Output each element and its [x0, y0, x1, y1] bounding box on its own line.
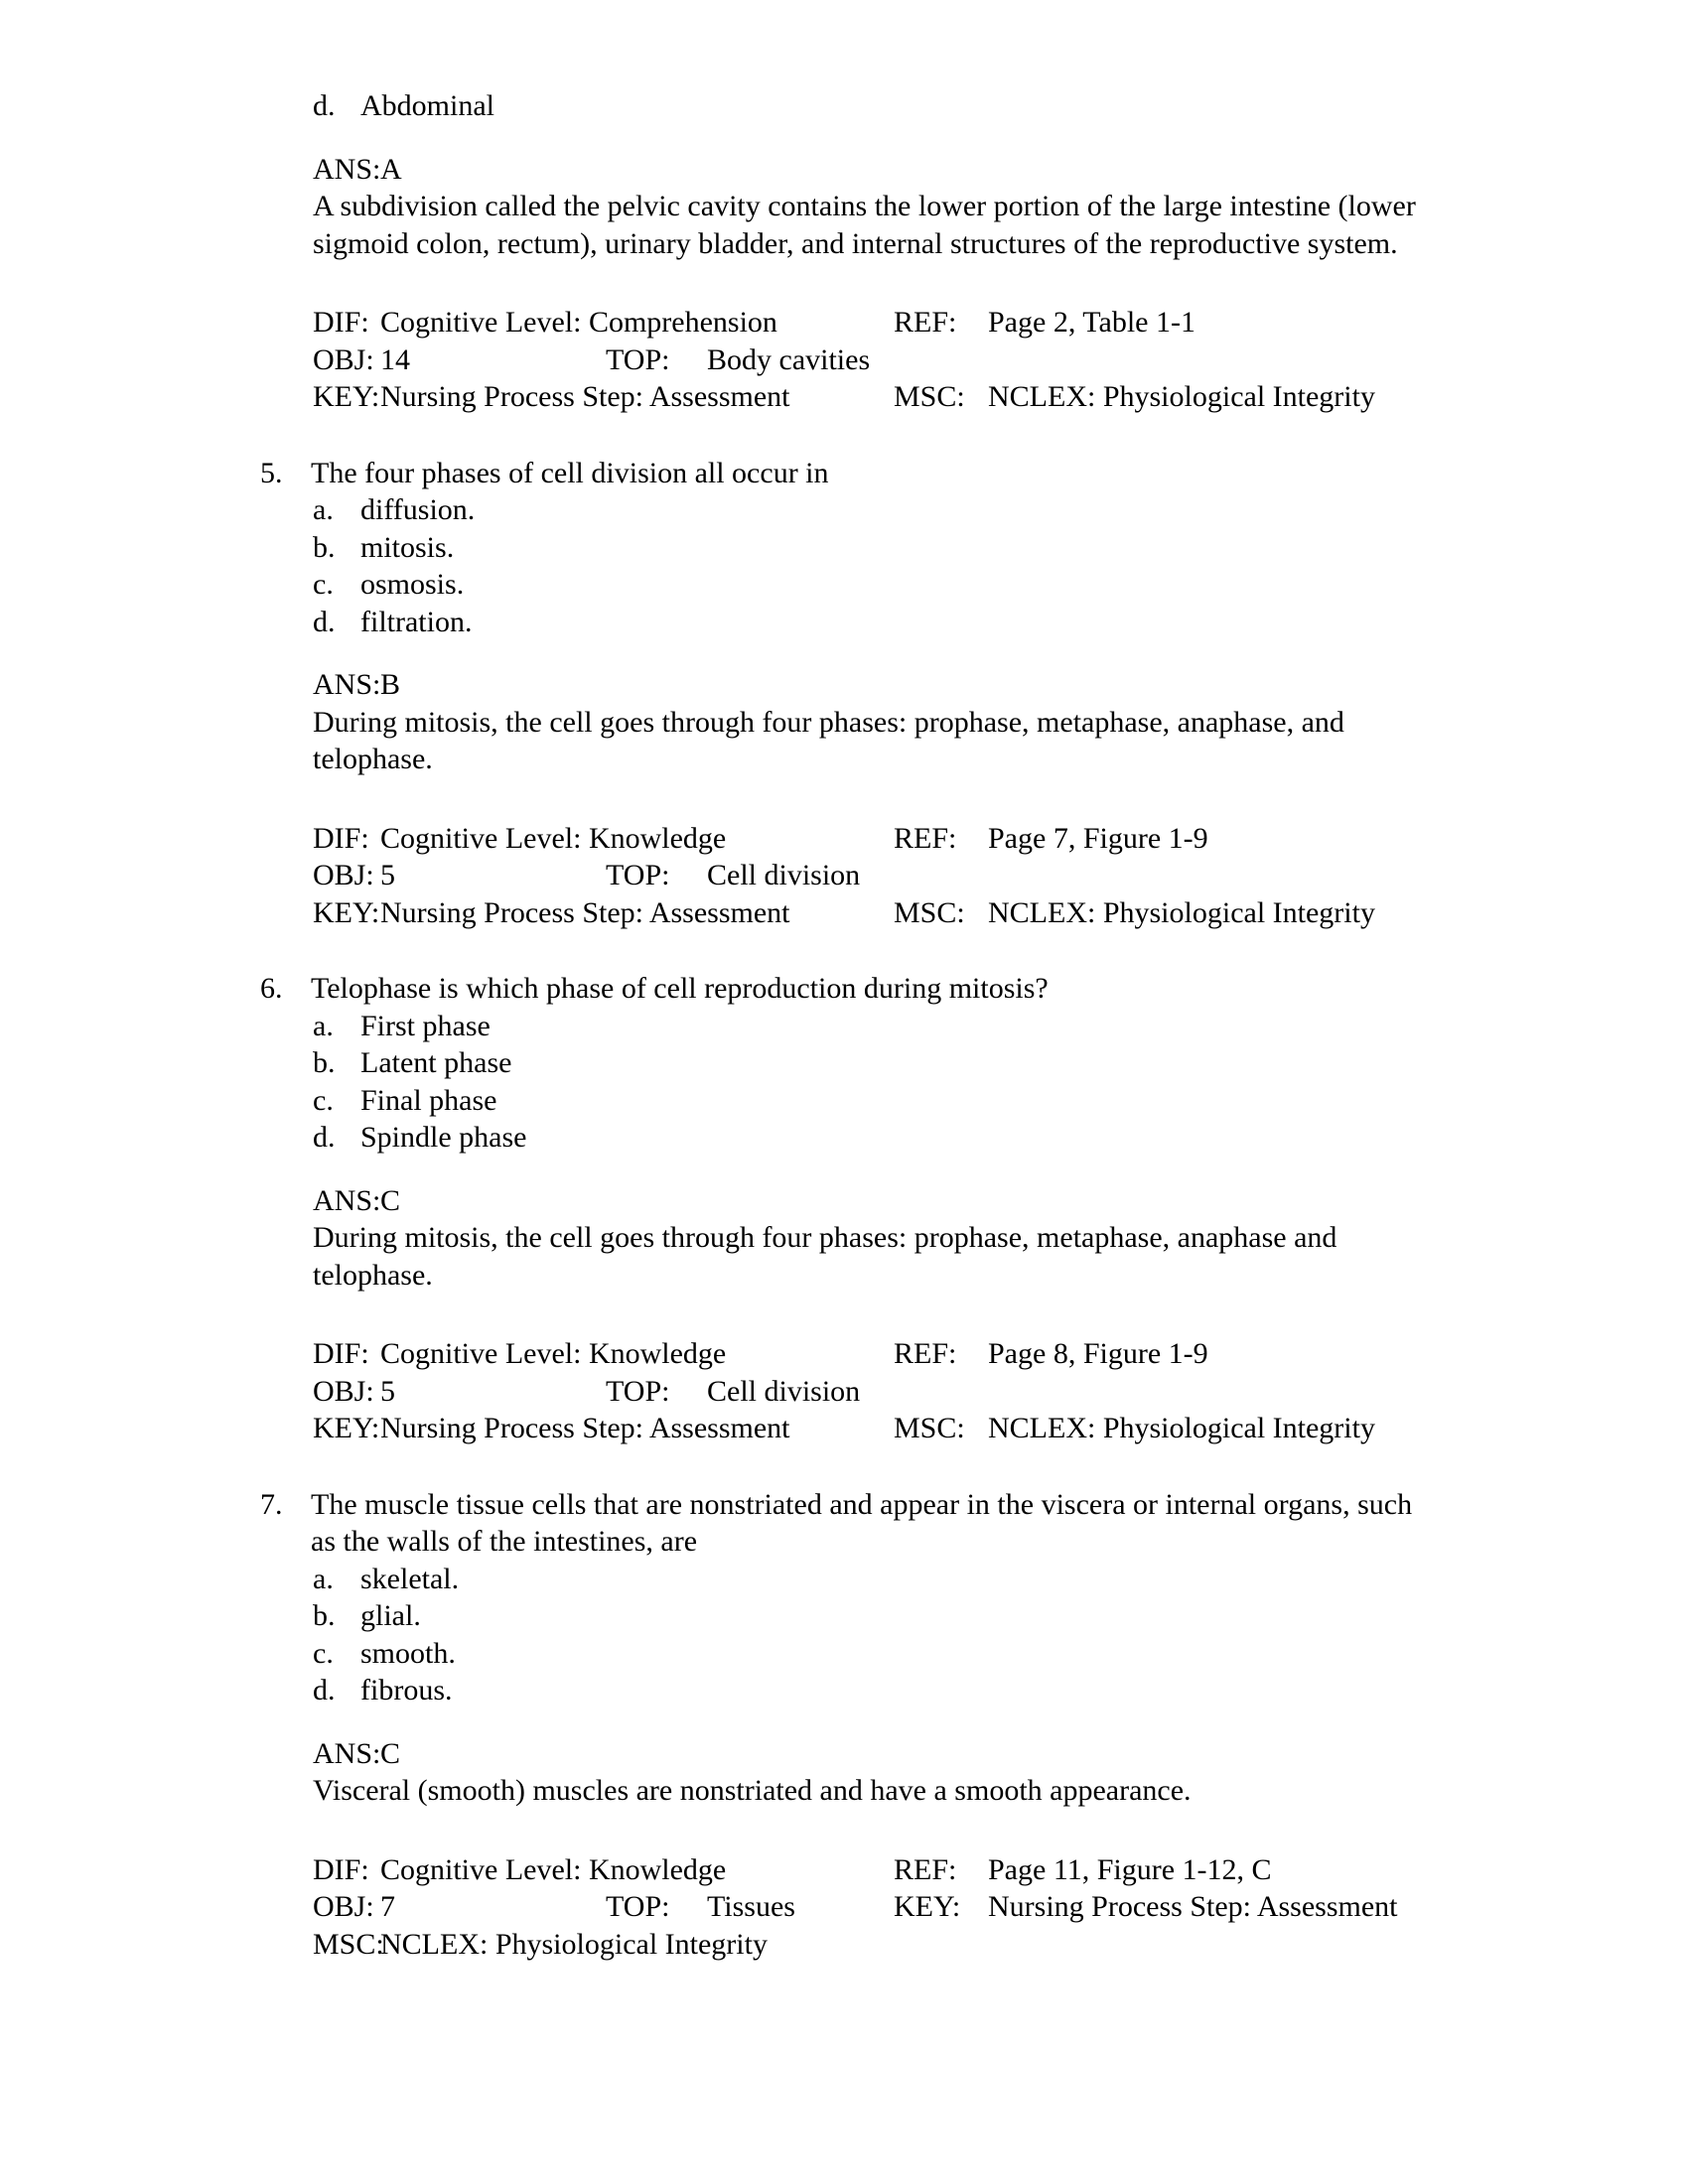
dif-label: DIF:: [313, 821, 369, 855]
rationale-line: A subdivision called the pelvic cavity contains the lower portion of the large intestine (lower: [313, 190, 1416, 222]
stem-line: Telophase is which phase of cell reproduction during mitosis?: [311, 972, 1049, 1005]
option-letter: a.: [313, 1009, 334, 1042]
key-label: KEY:: [313, 1412, 380, 1444]
dif-value: Cognitive Level: Knowledge: [380, 1852, 727, 1886]
metadata-block: [313, 1851, 1628, 1964]
dif-value: Cognitive Level: Comprehension: [380, 306, 777, 339]
answer-option: [313, 566, 1628, 604]
answer-line: [313, 666, 1628, 704]
key-label: KEY:: [894, 1890, 961, 1923]
dif-label: DIF:: [313, 1852, 369, 1886]
metadata-block: [313, 1335, 1628, 1447]
metadata-line: [313, 894, 1628, 932]
option-text: glial.: [360, 1599, 421, 1632]
answer-option: [313, 604, 1628, 641]
option-text: Abdominal: [360, 89, 494, 122]
rationale-line: telophase.: [313, 1258, 433, 1292]
stem-line: as the walls of the intestines, are: [311, 1525, 698, 1558]
option-letter: d.: [313, 605, 336, 638]
ref-value: Page 8, Figure 1-9: [988, 1337, 1208, 1370]
rationale: [313, 1772, 1628, 1810]
msc-value: NCLEX: Physiological Integrity: [988, 895, 1375, 929]
answer-option: [313, 491, 1628, 529]
option-letter: c.: [313, 568, 334, 601]
rationale-line: Visceral (smooth) muscles are nonstriated and have a smooth appearance.: [313, 1774, 1192, 1807]
question-number: 6.: [260, 972, 283, 1005]
metadata-line: [313, 857, 1628, 894]
question-stem: [311, 1486, 1628, 1561]
answer-option: [313, 1597, 1628, 1635]
stem-line: The muscle tissue cells that are nonstriated and appear in the viscera or internal organs, such: [311, 1487, 1413, 1521]
key-label: KEY:: [313, 380, 380, 413]
answer-label: ANS:: [313, 1183, 381, 1217]
msc-value: NCLEX: Physiological Integrity: [380, 1927, 768, 1961]
answer-option: [313, 1008, 1628, 1045]
rationale-line: During mitosis, the cell goes through four phases: prophase, metaphase, anaphase, and: [313, 705, 1344, 739]
key-value: Nursing Process Step: Assessment: [380, 380, 790, 413]
option-letter: b.: [313, 1046, 336, 1079]
answer-value: C: [380, 1736, 401, 1770]
dif-value: Cognitive Level: Knowledge: [380, 1337, 727, 1370]
ref-value: Page 2, Table 1-1: [988, 306, 1196, 339]
metadata-line: [313, 1373, 1628, 1411]
top-value: Cell division: [707, 859, 861, 891]
answer-option: [313, 1082, 1628, 1120]
metadata-line: [313, 1410, 1628, 1447]
metadata-block: [313, 304, 1628, 416]
msc-label: MSC:: [313, 1927, 384, 1961]
stem-line: The four phases of cell division all occur in: [311, 456, 829, 489]
obj-label: OBJ:: [313, 1890, 374, 1923]
obj-value: 7: [380, 1890, 395, 1923]
msc-value: NCLEX: Physiological Integrity: [988, 1412, 1375, 1444]
ref-label: REF:: [894, 1852, 957, 1886]
question-number: 5.: [260, 456, 283, 489]
top-label: TOP:: [606, 342, 670, 376]
top-value: Tissues: [707, 1890, 795, 1923]
answer-option: [313, 1635, 1628, 1673]
metadata-line: [313, 1926, 1628, 1964]
answer-label: ANS:: [313, 668, 381, 701]
ref-label: REF:: [894, 821, 957, 855]
key-value: Nursing Process Step: Assessment: [380, 1412, 790, 1444]
answer-label: ANS:: [313, 152, 381, 186]
option-text: Latent phase: [360, 1046, 512, 1079]
answer-option: [313, 1672, 1628, 1709]
answer-option: [313, 1119, 1628, 1157]
question-item: [260, 455, 1628, 932]
metadata-line: [313, 1888, 1628, 1926]
answer-label: ANS:: [313, 1736, 381, 1770]
dif-label: DIF:: [313, 306, 369, 339]
option-text: fibrous.: [360, 1674, 453, 1706]
obj-value: 14: [380, 342, 410, 376]
question-row: [260, 970, 1628, 1008]
option-letter: d.: [313, 1674, 336, 1706]
rationale-line: During mitosis, the cell goes through four phases: prophase, metaphase, anaphase and: [313, 1221, 1337, 1254]
question-item: [260, 87, 1628, 416]
key-label: KEY:: [313, 895, 380, 929]
answer-value: B: [380, 668, 401, 701]
rationale-line: sigmoid colon, rectum), urinary bladder, and internal structures of the reproductive system.: [313, 226, 1398, 260]
ref-value: Page 11, Figure 1-12, C: [988, 1852, 1272, 1886]
question-stem: [311, 970, 1628, 1008]
top-value: Body cavities: [707, 342, 871, 376]
answer-line: [313, 1735, 1628, 1773]
rationale: [313, 1219, 1628, 1294]
rationale: [313, 188, 1628, 262]
obj-label: OBJ:: [313, 342, 374, 376]
option-text: smooth.: [360, 1636, 456, 1670]
ref-value: Page 7, Figure 1-9: [988, 821, 1208, 855]
question-row: [260, 1486, 1628, 1561]
answer-value: A: [380, 152, 402, 186]
option-text: Spindle phase: [360, 1121, 527, 1154]
metadata-line: [313, 1335, 1628, 1373]
metadata-line: [313, 820, 1628, 858]
answer-line: [313, 151, 1628, 189]
metadata-line: [313, 378, 1628, 416]
option-letter: a.: [313, 493, 334, 526]
metadata-block: [313, 820, 1628, 932]
ref-label: REF:: [894, 1337, 957, 1370]
top-label: TOP:: [606, 1374, 670, 1408]
rationale: [313, 704, 1628, 778]
metadata-line: [313, 304, 1628, 341]
dif-value: Cognitive Level: Knowledge: [380, 821, 727, 855]
ref-label: REF:: [894, 306, 957, 339]
metadata-line: [313, 1851, 1628, 1889]
key-value: Nursing Process Step: Assessment: [988, 1890, 1398, 1923]
option-text: osmosis.: [360, 568, 465, 601]
answer-option: [313, 1561, 1628, 1598]
msc-label: MSC:: [894, 380, 965, 413]
rationale-line: telophase.: [313, 743, 433, 775]
question-row: [260, 455, 1628, 492]
question-item: [260, 970, 1628, 1447]
option-letter: d.: [313, 89, 336, 122]
msc-label: MSC:: [894, 895, 965, 929]
top-label: TOP:: [606, 859, 670, 891]
metadata-line: [313, 341, 1628, 379]
option-letter: b.: [313, 1599, 336, 1632]
msc-label: MSC:: [894, 1412, 965, 1444]
option-letter: d.: [313, 1121, 336, 1154]
option-text: diffusion.: [360, 493, 476, 526]
msc-value: NCLEX: Physiological Integrity: [988, 380, 1375, 413]
option-text: First phase: [360, 1009, 491, 1042]
question-number: 7.: [260, 1487, 283, 1521]
option-text: skeletal.: [360, 1562, 460, 1595]
option-letter: c.: [313, 1636, 334, 1670]
option-text: filtration.: [360, 605, 473, 638]
question-item: [260, 1486, 1628, 1964]
answer-value: C: [380, 1183, 401, 1217]
answer-option: [313, 87, 1628, 125]
answer-option: [313, 529, 1628, 567]
option-text: Final phase: [360, 1083, 497, 1117]
top-value: Cell division: [707, 1374, 861, 1408]
dif-label: DIF:: [313, 1337, 369, 1370]
option-letter: b.: [313, 530, 336, 564]
top-label: TOP:: [606, 1890, 670, 1923]
option-letter: a.: [313, 1562, 334, 1595]
answer-line: [313, 1182, 1628, 1220]
answer-option: [313, 1044, 1628, 1082]
question-stem: [311, 455, 1628, 492]
option-letter: c.: [313, 1083, 334, 1117]
key-value: Nursing Process Step: Assessment: [380, 895, 790, 929]
option-text: mitosis.: [360, 530, 455, 564]
obj-value: 5: [380, 1374, 395, 1408]
obj-label: OBJ:: [313, 1374, 374, 1408]
obj-value: 5: [380, 859, 395, 891]
obj-label: OBJ:: [313, 859, 374, 891]
